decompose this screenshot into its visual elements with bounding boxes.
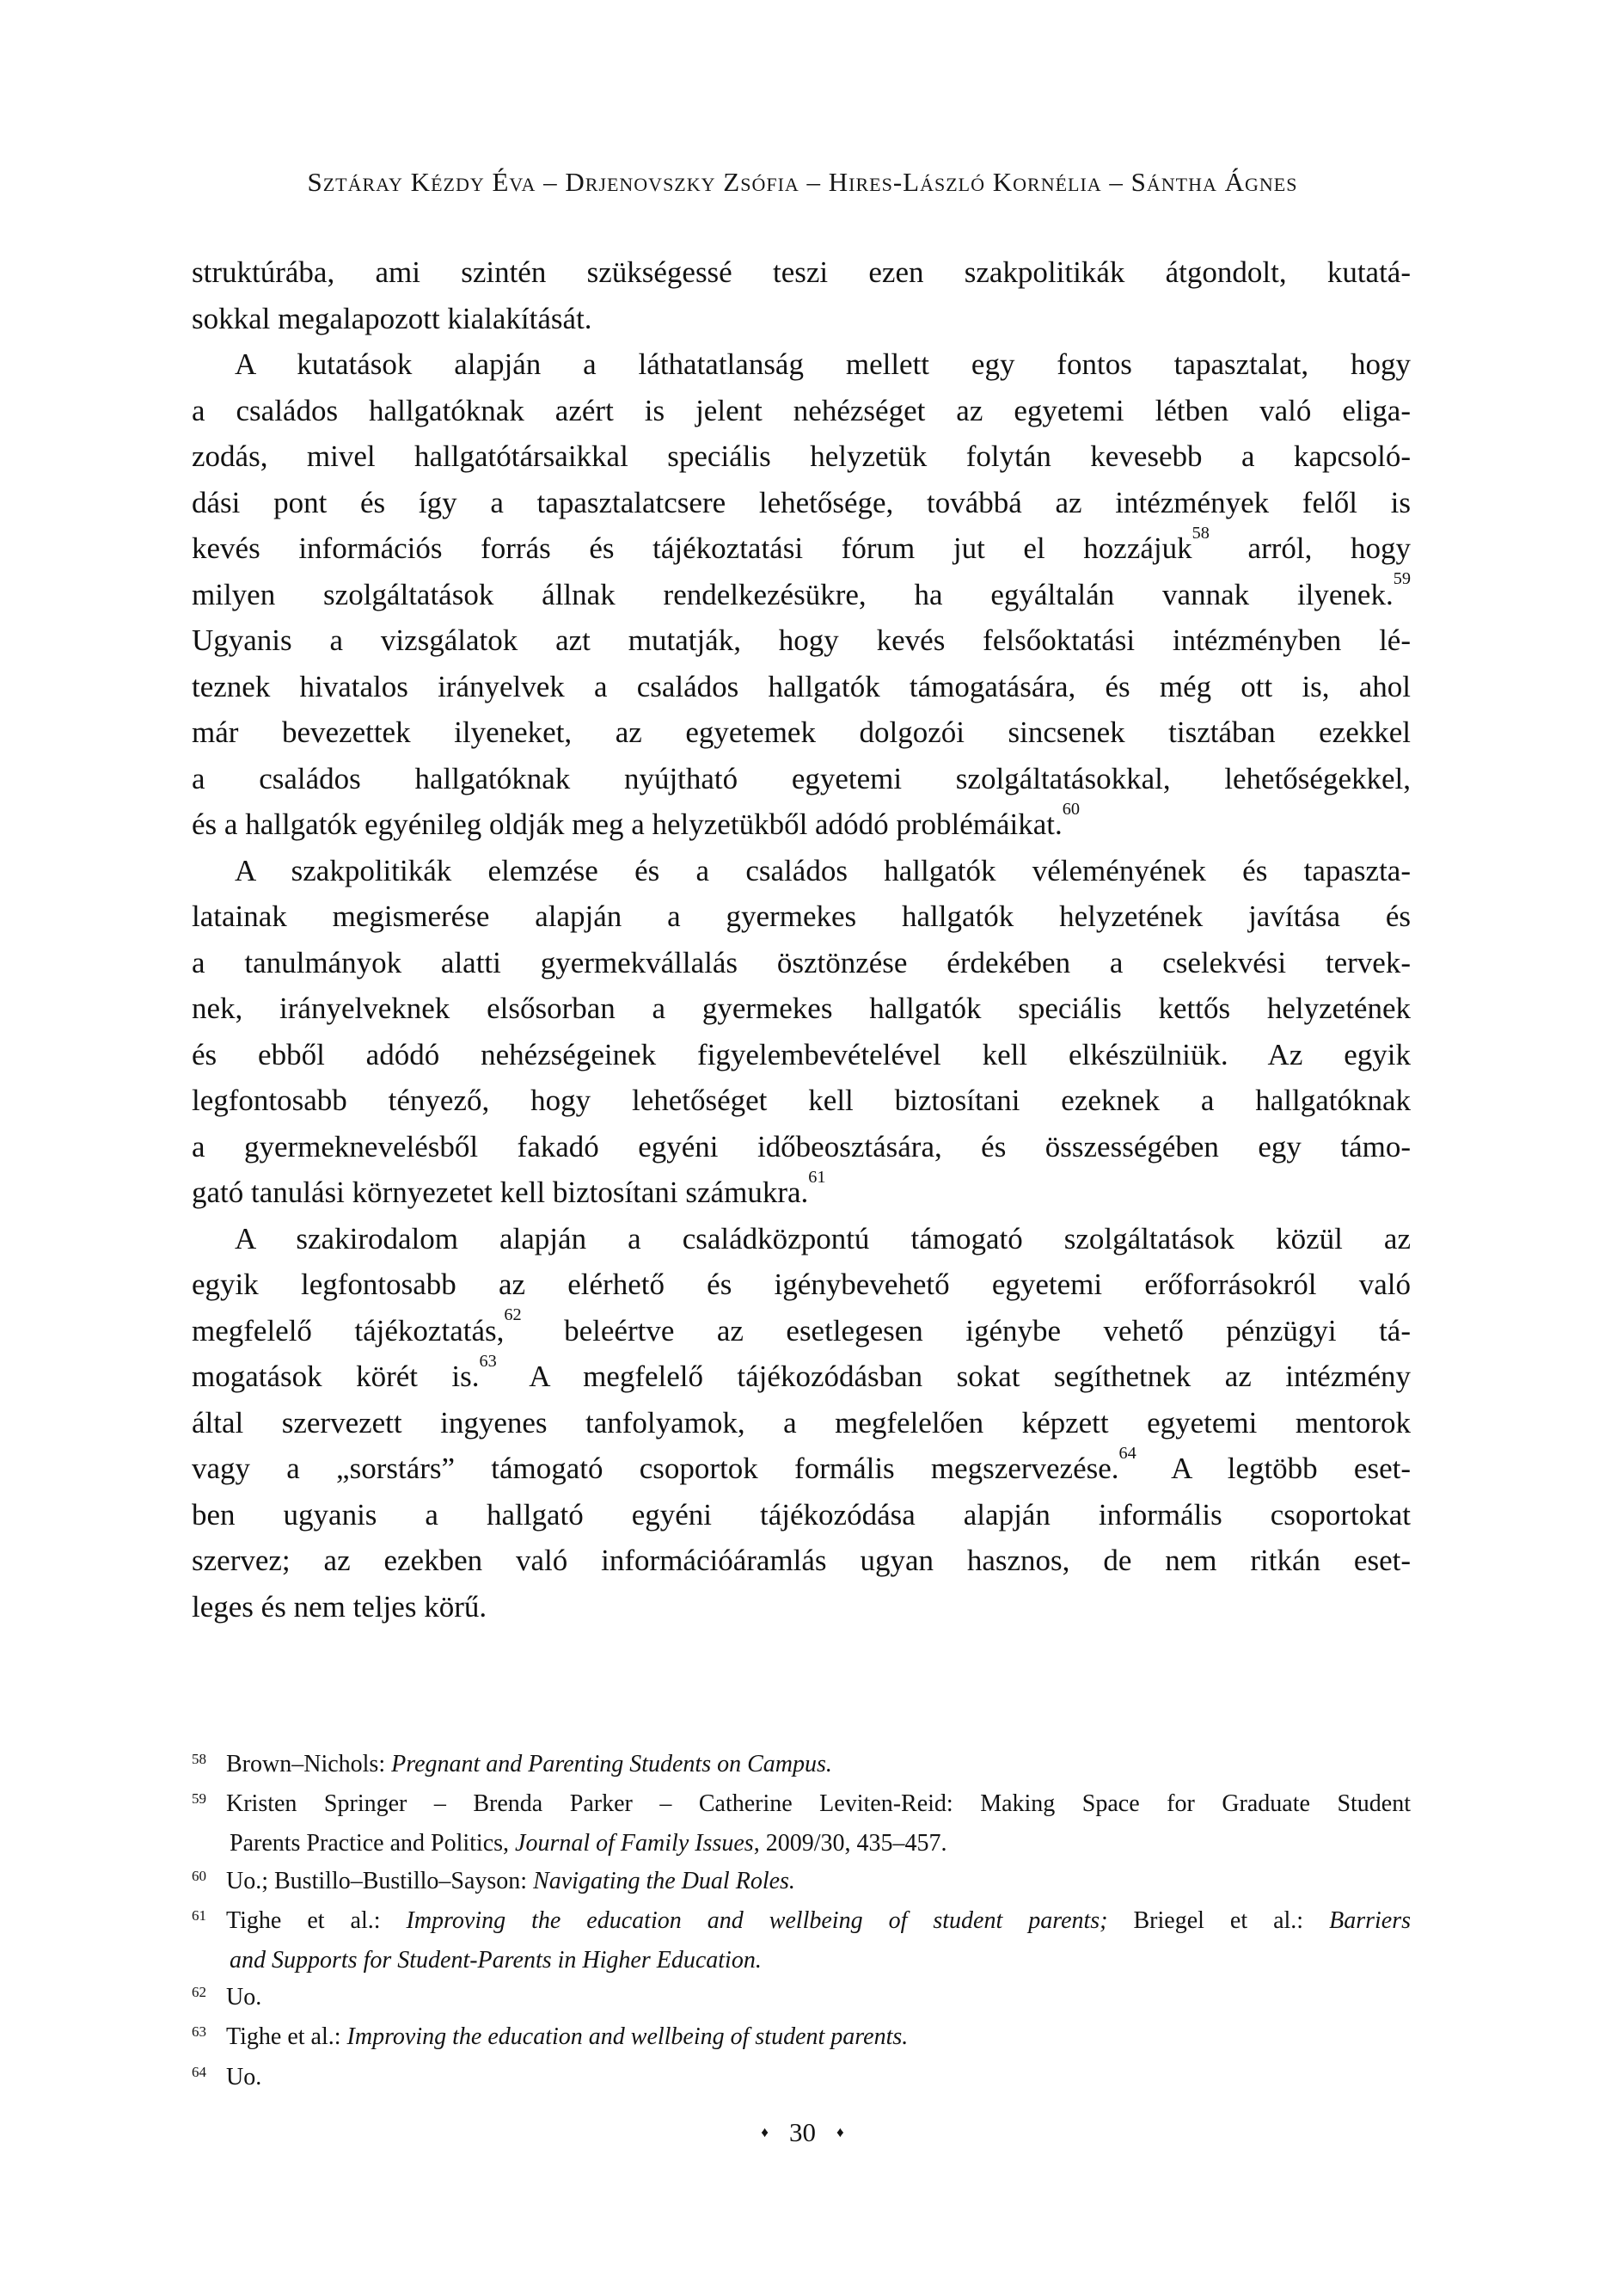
text-line: [192, 569, 1411, 618]
text-segment: , 2009/30, 435–457.: [753, 1830, 947, 1857]
body-text: [192, 249, 1411, 1630]
text-segment: és ebből adódó nehézségeinek figyelembevételével kell elkészülniük. Az egyik: [192, 1037, 1411, 1071]
text-segment: zodás, mivel hallgatótársaikkal speciális helyzetük folytán kevesebb a kapcsoló-: [192, 439, 1411, 473]
text-segment: ben ugyanis a hallgató egyéni tájékozódása alapján informális csoportokat: [192, 1497, 1411, 1532]
text-line: [192, 1305, 1411, 1354]
text-segment: és a hallgatók egyénileg oldják meg a helyzetükből adódó problémáikat.: [192, 807, 1063, 841]
text-segment: leges és nem teljes körű.: [192, 1589, 487, 1624]
text-segment: egyik legfontosabb az elérhető és igénybevehető egyetemi erőforrásokról való: [192, 1268, 1411, 1301]
text-line: [192, 1400, 1411, 1446]
text-line: [192, 1443, 1411, 1492]
footnote-item: [192, 1785, 1411, 1862]
text-line: [192, 1979, 1411, 2018]
text-line: [192, 1538, 1411, 1584]
footnote-ref: 64: [1118, 1443, 1136, 1463]
text-segment: Uo.; Bustillo–Bustillo–Sayson:: [226, 1867, 534, 1894]
footnote-ref: 59: [1393, 569, 1411, 589]
text-segment: a gyermeknevelésből fakadó egyéni időbeosztására, és összességében egy támo-: [192, 1129, 1411, 1163]
text-segment: által szervezett ingyenes tanfolyamok, a megfelelően képzett egyetemi mentorok: [192, 1405, 1411, 1440]
footnotes-section: [192, 1746, 1411, 2098]
text-segment: Improving the education and wellbeing of student parents.: [346, 2023, 909, 2051]
footnote-number: 58: [192, 1751, 206, 1767]
text-line: [192, 1863, 1411, 1902]
text-line: [192, 1169, 1411, 1216]
diamond-ornament-left-icon: ♦: [761, 2124, 769, 2140]
text-segment: teznek hivatalos irányelvek a családos hallgatók támogatására, és még ott is, ahol: [192, 669, 1411, 703]
text-segment: A szakpolitikák elemzése és a családos hallgatók véleményének és tapaszta-: [235, 853, 1411, 887]
text-segment: Brown–Nichols:: [226, 1751, 392, 1777]
text-line: [192, 940, 1411, 986]
text-segment: Tighe et al.:: [226, 1906, 407, 1934]
footnote-item: [192, 1863, 1411, 1902]
text-line: [192, 985, 1411, 1032]
paragraph: [192, 848, 1411, 1216]
text-line: [192, 1902, 1411, 1942]
text-line: [192, 433, 1411, 480]
footnote-ref: 58: [1191, 523, 1210, 543]
text-line: [192, 709, 1411, 756]
text-line: [192, 1216, 1411, 1262]
text-segment: legfontosabb tényező, hogy lehetőséget kell biztosítani ezeknek a hallgatóknak: [192, 1084, 1411, 1117]
text-line: [192, 1746, 1411, 1785]
text-segment: Navigating the Dual Roles.: [533, 1867, 795, 1894]
diamond-ornament-right-icon: ♦: [836, 2124, 844, 2140]
footnote-item: [192, 1746, 1411, 1785]
text-segment: Tighe et al.:: [226, 2023, 347, 2051]
text-line: [192, 2018, 1411, 2058]
paragraph: [192, 1216, 1411, 1630]
text-segment: A szakirodalom alapján a családközpontú támogató szolgáltatások közül az: [235, 1221, 1411, 1255]
text-segment: vagy a „sorstárs” támogató csoportok formális megszervezése.: [192, 1452, 1119, 1485]
footnote-number: 61: [192, 1906, 206, 1924]
text-segment: struktúrába, ami szintén szükségessé teszi ezen szakpolitikák átgondolt, kutatá-: [192, 255, 1411, 289]
text-segment: sokkal megalapozott kialakítását.: [192, 301, 592, 335]
text-segment: and Supports for Student-Parents in Higher Education.: [230, 1947, 762, 1974]
page-number: 30: [789, 2117, 816, 2147]
text-line: [192, 249, 1411, 296]
text-segment: Kristen Springer – Brenda Parker – Catherine Leviten-Reid: Making Space for Graduate Student: [226, 1790, 1411, 1818]
text-line: [192, 801, 1411, 848]
text-segment: a családos hallgatóknak azért is jelent nehézséget az egyetemi létben való eliga-: [192, 393, 1411, 427]
text-line: [192, 1825, 1411, 1862]
footnote-ref: 62: [504, 1305, 522, 1325]
footnote-item: [192, 2018, 1411, 2058]
text-line: [192, 2059, 1411, 2098]
footnote-ref: 60: [1062, 799, 1081, 819]
text-line: [192, 296, 1411, 342]
text-segment: arról, hogy: [1209, 531, 1411, 565]
text-line: [192, 1584, 1411, 1630]
text-line: [192, 1351, 1411, 1400]
text-segment: dási pont és így a tapasztalatcsere lehetősége, továbbá az intézmények felől is: [192, 485, 1411, 519]
footnote-number: 59: [192, 1790, 206, 1808]
footnote-item: [192, 1979, 1411, 2018]
text-line: [192, 341, 1411, 388]
text-line: [192, 893, 1411, 940]
text-line: [192, 1124, 1411, 1170]
text-segment: A kutatások alapján a láthatatlanság mellett egy fontos tapasztalat, hogy: [235, 347, 1411, 381]
text-line: [192, 1262, 1411, 1308]
footnote-ref: 63: [479, 1351, 497, 1371]
text-segment: Journal of Family Issues: [515, 1830, 754, 1857]
text-line: [192, 480, 1411, 526]
paragraph: [192, 341, 1411, 848]
text-segment: már bevezettek ilyeneket, az egyetemek dolgozói sincsenek tisztában ezekkel: [192, 715, 1411, 749]
footnote-item: [192, 1902, 1411, 1979]
text-segment: mogatások körét is.: [192, 1360, 480, 1393]
text-line: [192, 617, 1411, 664]
text-segment: Ugyanis a vizsgálatok azt mutatják, hogy kevés felsőoktatási intézményben lé-: [192, 623, 1411, 657]
text-line: [192, 1492, 1411, 1538]
footnote-item: [192, 2059, 1411, 2098]
text-line: [192, 525, 1411, 572]
text-segment: nek, irányelveknek elsősorban a gyermekes hallgatók speciális kettős helyzetének: [192, 991, 1411, 1025]
footnote-number: 63: [192, 2023, 206, 2041]
footnote-number: 60: [192, 1867, 206, 1884]
running-head-authors: Sztáray Kézdy Éva – Drjenovszky Zsófia – Hires-László Kornélia – Sántha Ágnes: [307, 167, 1298, 197]
footnote-ref: 61: [808, 1167, 826, 1187]
text-line: [192, 756, 1411, 802]
text-segment: Pregnant and Parenting Students on Campus.: [391, 1751, 832, 1777]
footnote-number: 62: [192, 1984, 206, 2001]
text-line: [192, 1077, 1411, 1124]
text-line: [192, 388, 1411, 434]
text-segment: a tanulmányok alatti gyermekvállalás ösztönzése érdekében a cselekvési tervek-: [192, 945, 1411, 979]
text-segment: Briegel et al.:: [1107, 1906, 1330, 1934]
paragraph: [192, 249, 1411, 341]
text-segment: Uo.: [226, 2063, 262, 2090]
text-segment: kevés információs forrás és tájékoztatási fórum jut el hozzájuk: [192, 531, 1192, 565]
text-segment: Parents Practice and Politics,: [230, 1830, 516, 1857]
text-segment: szervez; az ezekben való információáramlás ugyan hasznos, de nem ritkán eset-: [192, 1544, 1411, 1577]
text-segment: A legtöbb eset-: [1136, 1452, 1411, 1485]
footnote-number: 64: [192, 2063, 206, 2080]
text-segment: Improving the education and wellbeing of student parents;: [406, 1906, 1108, 1934]
text-line: [192, 664, 1411, 710]
text-segment: megfelelő tájékoztatás,: [192, 1313, 505, 1348]
text-line: [192, 1785, 1411, 1825]
text-line: [192, 1942, 1411, 1979]
page-footer: [0, 2117, 1605, 2148]
text-line: [192, 848, 1411, 894]
text-segment: beleértve az esetlegesen igénybe vehető pénzügyi tá-: [521, 1313, 1411, 1348]
text-segment: A megfelelő tájékozódásban sokat segíthetnek az intézmény: [496, 1360, 1411, 1393]
text-segment: milyen szolgáltatások állnak rendelkezésükre, ha egyáltalán vannak ilyenek.: [192, 577, 1394, 611]
text-segment: gató tanulási környezetet kell biztosítani számukra.: [192, 1176, 809, 1209]
text-segment: a családos hallgatóknak nyújtható egyetemi szolgáltatásokkal, lehetőségekkel,: [192, 761, 1411, 795]
text-segment: latainak megismerése alapján a gyermekes hallgatók helyzetének javítása és: [192, 899, 1411, 933]
text-segment: Uo.: [226, 1984, 262, 2011]
text-segment: Barriers: [1329, 1906, 1411, 1934]
text-line: [192, 1032, 1411, 1078]
